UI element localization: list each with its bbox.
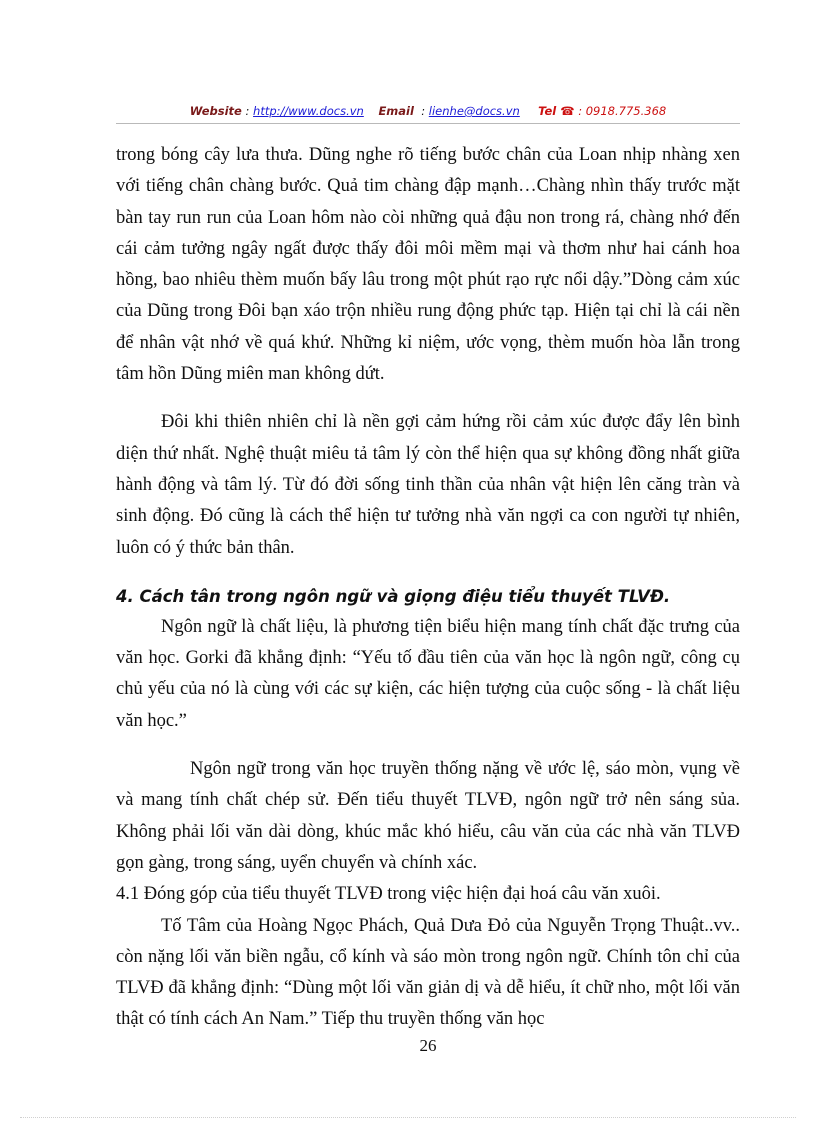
paragraph-traditional-language: Ngôn ngữ trong văn học truyền thống nặng về ước lệ, sáo mòn, vụng về và mang tính chất chép sử. Đến tiểu thuyết TLVĐ, ngôn ngữ trở nên sáng sủa. Không phải lối văn dài dòng, khúc mắc khó hiểu, câu văn của các nhà văn TLVĐ gọn gàng, trong sáng, uyển chuyển và chính xác.	[116, 759, 740, 873]
subsection-heading: 4.1 Đóng góp của tiểu thuyết TLVĐ trong việc hiện đại hoá câu văn xuôi.	[116, 884, 661, 905]
page-bottom-border	[20, 1117, 796, 1118]
tel-value: 0918.775.368	[585, 104, 667, 118]
document-body	[116, 140, 740, 1036]
header-divider	[116, 123, 740, 124]
section-heading: 4. Cách tân trong ngôn ngữ và giọng điệu tiểu thuyết TLVĐ.	[116, 586, 671, 606]
paragraph-language: Ngôn ngữ là chất liệu, là phương tiện biểu hiện mang tính chất đặc trưng của văn học. Gorki đã khẳng định: “Yếu tố đầu tiên của văn học là ngôn ngữ, công cụ chủ yếu của nó là cùng với các sự kiện, các hiện tượng của cuộc sống - là chất liệu văn học.”	[116, 616, 740, 731]
paragraph-nature: Đôi khi thiên nhiên chỉ là nền gợi cảm hứng rồi cảm xúc được đẩy lên bình diện thứ nhất. Nghệ thuật miêu tả tâm lý còn thể hiện qua sự không đồng nhất giữa hành động và tâm lý. Từ đó đời sống tinh thần của nhân vật hiện lên căng tràn và sinh động. Đó cũng là cách thể hiện tư tưởng nhà văn ngợi ca con người tự nhiên, luôn có ý thức bản thân.	[116, 412, 740, 558]
email-label: Email	[378, 104, 414, 118]
page-number: 26	[419, 1036, 437, 1055]
tel-label: Tel ☎	[538, 104, 575, 118]
paragraph-continuation: trong bóng cây lưa thưa. Dũng nghe rõ tiếng bước chân của Loan nhịp nhàng xen với tiếng chân chàng bước. Quả tim chàng đập mạnh…Chàng nhìn thấy trước mặt bàn tay run run của Loan hôm nào còi những quả đậu non trong rá, chàng nhớ đến cái cảm tưởng ngây ngất được thấy đôi môi mềm mại và thơm như hai cánh hoa hồng, bao nhiêu thèm muốn bấy lâu trong một phút rạo rực nổi dậy.”Dòng cảm xúc của Dũng trong Đôi bạn xáo trộn nhiều rung động phức tạp. Hiện tại chỉ là cái nền để nhân vật nhớ về quá khứ. Những kỉ niệm, ước vọng, thèm muốn hòa lẫn trong tâm hồn Dũng miên man không dứt.	[116, 145, 740, 385]
paragraph-to-tam: Tố Tâm của Hoàng Ngọc Phách, Quả Dưa Đỏ của Nguyễn Trọng Thuật..vv.. còn nặng lối văn biền ngẫu, cổ kính và sáo mòn trong ngôn ngữ. Chính tôn chỉ của TLVĐ đã khẳng định: “Dùng một lối văn giản dị và dễ hiểu, ít chữ nho, một lối văn thật có tính cách An Nam.” Tiếp thu truyền thống văn học	[116, 915, 740, 1030]
email-link[interactable]: lienhe@docs.vn	[428, 104, 520, 118]
website-link[interactable]: http://www.docs.vn	[253, 104, 364, 118]
page-header: Website : http://www.docs.vn Email : lienhe@docs.vn Tel ☎ : 0918.775.368	[189, 104, 667, 118]
website-label: Website	[189, 104, 242, 118]
